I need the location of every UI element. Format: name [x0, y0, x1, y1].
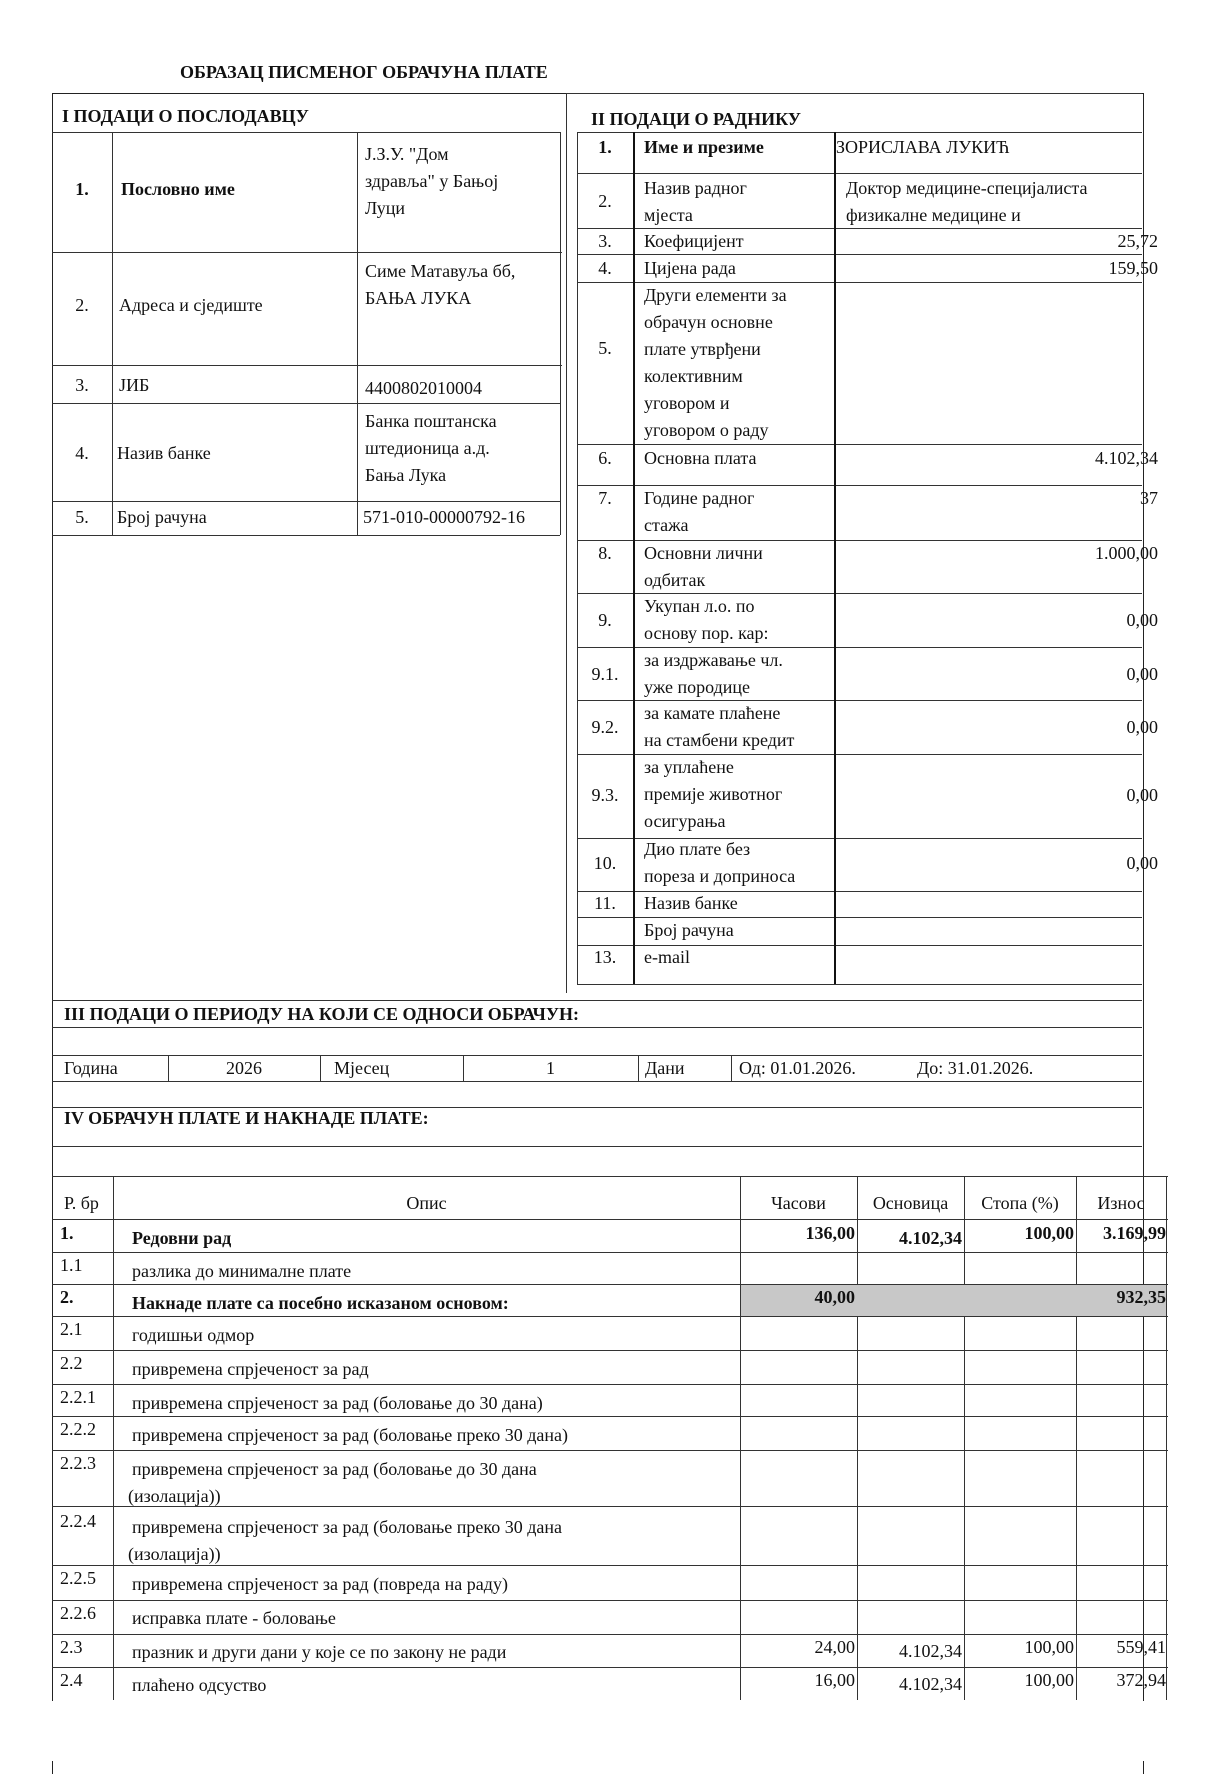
employee-base-salary-label: Основна плата	[644, 448, 757, 468]
calculation-section-heading: IV ОБРАЧУН ПЛАТЕ И НАКНАДЕ ПЛАТЕ:	[64, 1108, 429, 1128]
period-month-value: 1	[546, 1058, 555, 1078]
employee-life-insurance-label: за уплаћене премије животног осигурања	[644, 757, 783, 831]
period-from-date: Од: 01.01.2026.	[739, 1058, 856, 1078]
employee-other-elements-label: Други елементи за обрачун основне плате утврђени колективним уговором и уговором о раду	[644, 285, 787, 440]
column-header-rate: Стопа (%)	[981, 1193, 1059, 1213]
employer-business-name-label: Пословно име	[121, 179, 235, 199]
employee-row-num: 3.	[598, 231, 612, 251]
employer-address-label: Адреса и сједиште	[119, 295, 263, 315]
employee-row-num: 13.	[593, 947, 617, 967]
employee-tax-free-part-label: Дио плате без пореза и доприноса	[644, 839, 796, 886]
employee-coefficient-label: Коефицијент	[644, 231, 744, 251]
period-year-value: 2026	[226, 1058, 262, 1078]
employer-row-num: 3.	[75, 375, 89, 395]
period-year-label: Година	[64, 1058, 118, 1078]
employer-account-value: 571-010-00000792-16	[363, 507, 525, 527]
employee-coefficient-value: 25,72	[1117, 231, 1158, 251]
employee-account-label: Број рачуна	[644, 920, 734, 940]
column-header-amount: Износ	[1097, 1193, 1145, 1213]
employee-total-deduction-label: Укупан л.о. по основу пор. кар:	[644, 596, 769, 643]
column-header-base: Основица	[872, 1193, 949, 1213]
employer-account-label: Број рачуна	[117, 507, 207, 527]
employee-mortgage-interest-label: за камате плаћене на стамбени кредит	[644, 703, 795, 750]
period-to-date: До: 31.01.2026.	[917, 1058, 1034, 1078]
employee-row-num: 6.	[598, 448, 612, 468]
employer-row-num: 5.	[75, 507, 89, 527]
employee-name-label: Име и презиме	[644, 137, 764, 157]
employee-mortgage-interest-value: 0,00	[1126, 717, 1158, 737]
document-title: ОБРАЗАЦ ПИСМЕНОГ ОБРАЧУНА ПЛАТЕ	[180, 62, 548, 82]
employer-section-heading: I ПОДАЦИ О ПОСЛОДАВЦУ	[62, 106, 309, 126]
employer-jib-label: ЈИБ	[119, 375, 150, 395]
employer-row-num: 4.	[75, 443, 89, 463]
employee-row-num: 8.	[598, 543, 612, 563]
employee-base-salary-value: 4.102,34	[1095, 448, 1158, 468]
employee-row-num: 2.	[598, 191, 612, 211]
employee-personal-deduction-value: 1.000,00	[1095, 543, 1158, 563]
employee-row-num: 9.2.	[591, 717, 619, 737]
employee-section-heading: II ПОДАЦИ О РАДНИКУ	[591, 109, 801, 129]
employer-address-value: Симе Матавуља бб, БАЊА ЛУКА	[365, 261, 516, 308]
employee-name-value: ЗОРИСЛАВА ЛУКИЋ	[836, 137, 1010, 157]
employee-family-support-value: 0,00	[1126, 664, 1158, 684]
employee-row-num: 11.	[594, 893, 616, 913]
employee-row-num: 9.	[598, 610, 612, 630]
employee-row-num: 1.	[598, 137, 612, 157]
employee-email-label: e-mail	[644, 947, 690, 967]
column-header-hours: Часови	[771, 1193, 826, 1213]
employee-tax-free-part-value: 0,00	[1126, 853, 1158, 873]
employer-row-num: 1.	[75, 179, 89, 199]
employee-row-num: 9.3.	[591, 785, 619, 805]
employer-bank-label: Назив банке	[117, 443, 211, 463]
employee-row-num: 7.	[598, 488, 612, 508]
employee-work-price-label: Цијена рада	[644, 258, 736, 278]
column-header-description: Опис	[406, 1193, 447, 1213]
employee-row-num: 4.	[598, 258, 612, 278]
column-header-row-num: Р. бр	[64, 1193, 99, 1213]
employee-position-value: Доктор медицине-специјалиста физикалне медицине и	[846, 178, 1088, 225]
employee-position-label: Назив радног мјеста	[644, 178, 747, 225]
employee-personal-deduction-label: Основни лични одбитак	[644, 543, 763, 590]
employee-years-of-service-value: 37	[1140, 488, 1158, 508]
employee-row-num: 5.	[598, 338, 612, 358]
employer-row-num: 2.	[75, 295, 89, 315]
period-days-label: Дани	[645, 1058, 685, 1078]
employee-life-insurance-value: 0,00	[1126, 785, 1158, 805]
employer-business-name-value: Ј.З.У. "Дом здравља" у Бањој Луци	[365, 144, 499, 218]
period-section-heading: III ПОДАЦИ О ПЕРИОДУ НА КОЈИ СЕ ОДНОСИ ОБРАЧУН:	[64, 1004, 580, 1024]
employee-total-deduction-value: 0,00	[1126, 610, 1158, 630]
employer-bank-value: Банка поштанска штедионица а.д. Бања Лука	[365, 411, 497, 485]
employee-row-num: 9.1.	[591, 664, 619, 684]
employer-jib-value: 4400802010004	[365, 378, 482, 398]
employee-bank-label: Назив банке	[644, 893, 738, 913]
period-month-label: Мјесец	[334, 1058, 390, 1078]
employee-row-num: 10.	[593, 853, 617, 873]
employee-family-support-label: за издржавање чл. уже породице	[644, 650, 783, 697]
employee-work-price-value: 159,50	[1108, 258, 1158, 278]
employee-years-of-service-label: Године радног стажа	[644, 488, 755, 535]
